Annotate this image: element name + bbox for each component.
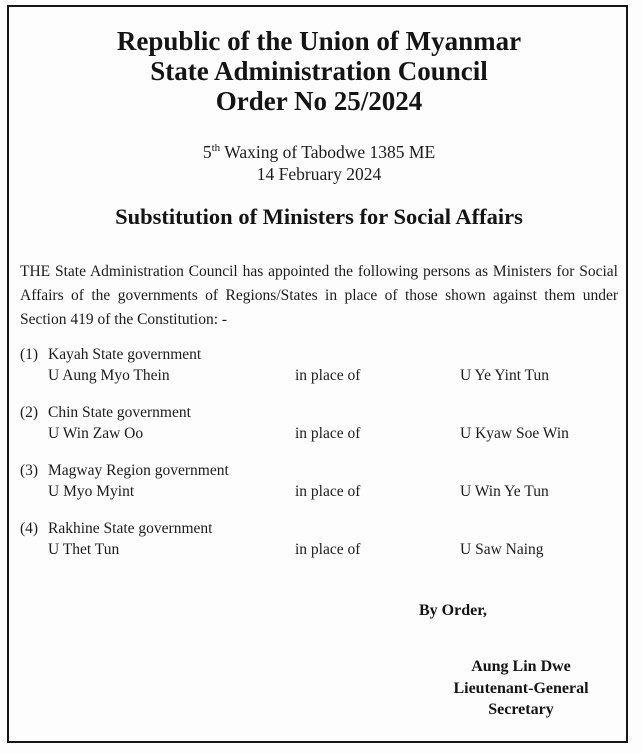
by-order-label: By Order,: [419, 602, 487, 619]
government-label: Chin State government: [48, 404, 191, 421]
signature-block: [421, 656, 621, 721]
appointment-number-spacer: [20, 481, 48, 502]
appointment-item: [20, 344, 618, 386]
new-minister-name: U Thet Tun: [48, 541, 120, 558]
signatory-name: Aung Lin Dwe: [471, 658, 571, 675]
date-line-gregorian: 14 February 2024: [256, 164, 382, 184]
title-line-council: State Administration Council: [150, 56, 488, 86]
dateline: [20, 141, 618, 185]
title-line-country: Republic of the Union of Myanmar: [116, 26, 522, 56]
government-label: Kayah State government: [48, 346, 202, 363]
connector-label: in place of: [295, 367, 361, 384]
appointment-item: [20, 518, 618, 560]
replaced-minister-name: U Win Ye Tun: [460, 483, 549, 500]
appointment-number: (3): [20, 462, 39, 479]
appointment-number: (1): [20, 346, 39, 363]
replaced-minister-name: U Saw Naing: [460, 541, 544, 558]
date-line-myanmar-calendar: [20, 141, 618, 163]
date-day: 5: [202, 142, 212, 162]
connector-label: in place of: [295, 541, 361, 558]
date-line-rest: Waxing of Tabodwe 1385 ME: [220, 142, 436, 162]
replaced-minister-name: U Kyaw Soe Win: [460, 425, 569, 442]
date-day-suffix: th: [211, 142, 221, 155]
title-line-order-number: Order No 25/2024: [215, 86, 423, 116]
new-minister-name: U Aung Myo Thein: [48, 367, 170, 384]
body-line: Section 419 of the Constitution: -: [20, 311, 228, 328]
appointment-item: [20, 402, 618, 444]
new-minister-name: U Win Zaw Oo: [48, 425, 144, 442]
signatory-rank: Lieutenant-General: [453, 679, 589, 697]
appointment-number-spacer: [20, 423, 48, 444]
appointment-number: (2): [20, 404, 39, 421]
section-heading: Substitution of Ministers for Social Affairs: [115, 204, 523, 229]
document-title: [20, 26, 618, 116]
new-minister-name: U Myo Myint: [48, 483, 135, 500]
connector-label: in place of: [295, 483, 361, 500]
replaced-minister-name: U Ye Yint Tun: [460, 367, 550, 384]
appointment-number: (4): [20, 520, 39, 537]
connector-label: in place of: [295, 425, 361, 442]
body-paragraph: [20, 260, 618, 332]
signatory-title: Secretary: [488, 701, 554, 718]
body-line: THE State Administration Council has appointed the following persons as Ministers for Social: [20, 263, 618, 280]
appointment-item: [20, 460, 618, 502]
page-border: [7, 5, 628, 743]
appointment-number-spacer: [20, 365, 48, 386]
appointments-list: [20, 344, 618, 560]
government-label: Rakhine State government: [48, 520, 213, 537]
body-line: Affairs of the governments of Regions/States in place of those shown against them under: [20, 287, 618, 304]
government-label: Magway Region government: [48, 462, 229, 479]
appointment-number-spacer: [20, 539, 48, 560]
